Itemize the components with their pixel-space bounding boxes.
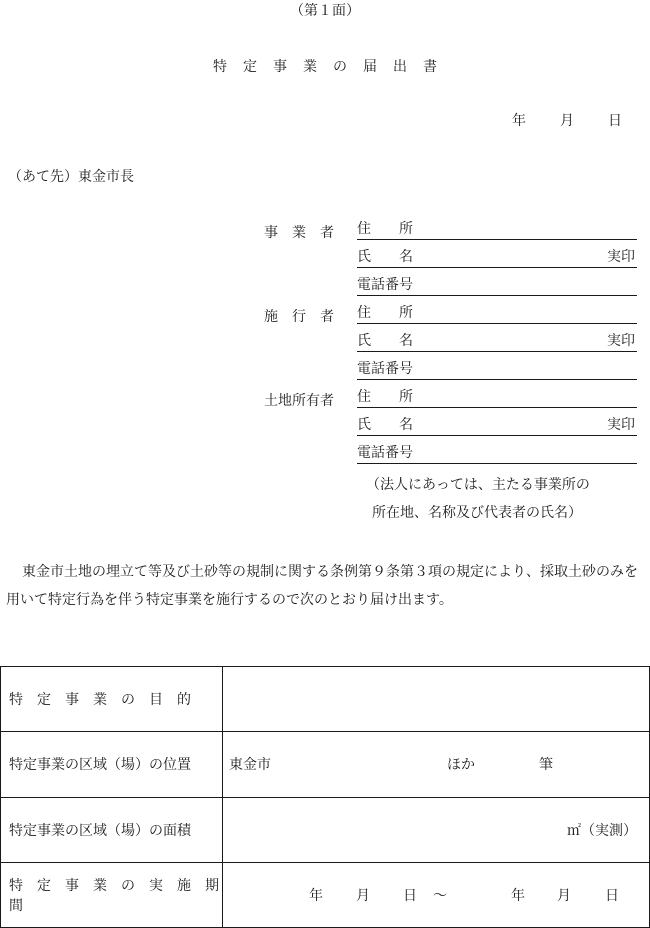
- field-label: 電話番号: [357, 445, 413, 461]
- contractor-name-line[interactable]: [357, 331, 637, 352]
- date-year: 年: [512, 113, 526, 129]
- location-lot-unit: 筆: [539, 757, 553, 774]
- contractor-address-line[interactable]: [357, 303, 637, 324]
- table-row: [1, 862, 650, 927]
- role-business-operator: 事 業 者: [264, 225, 334, 241]
- business-operator-phone-line[interactable]: [357, 275, 637, 296]
- field-label: 氏 名: [357, 333, 413, 349]
- period-tilde: ～: [433, 887, 447, 904]
- landowner-address-line[interactable]: [357, 387, 637, 408]
- period-start-year: 年: [309, 887, 323, 904]
- addressee: （あて先）東金市長: [8, 169, 134, 185]
- landowner-name-line[interactable]: [357, 415, 637, 436]
- field-label: 電話番号: [357, 361, 413, 377]
- area-unit: ㎡（実測）: [567, 822, 637, 839]
- period-start-month: 月: [356, 887, 370, 904]
- project-details-table: [0, 666, 650, 928]
- location-label: 特定事業の区域（場）の位置: [1, 732, 223, 797]
- area-value-cell[interactable]: [223, 797, 650, 862]
- purpose-value-cell[interactable]: [223, 667, 650, 732]
- period-end-month: 月: [557, 887, 571, 904]
- submission-date: [512, 110, 622, 130]
- table-row: [1, 732, 650, 797]
- contractor-phone-line[interactable]: [357, 359, 637, 380]
- date-month: 月: [560, 113, 574, 129]
- role-contractor: 施 行 者: [264, 309, 334, 325]
- business-operator-address-line[interactable]: [357, 219, 637, 240]
- corporate-note-line1: （法人にあっては、主たる事業所の: [366, 477, 590, 493]
- document-title: 特定事業の届出書: [213, 59, 453, 75]
- table-row: [1, 667, 650, 732]
- purpose-label: 特 定 事 業 の 目 的: [1, 667, 223, 732]
- area-label: 特定事業の区域（場）の面積: [1, 797, 223, 862]
- field-label: 住 所: [357, 389, 413, 405]
- table-row: [1, 797, 650, 862]
- page-label: （第１面）: [290, 3, 360, 19]
- period-value-cell[interactable]: [223, 862, 650, 927]
- field-label: 氏 名: [357, 417, 413, 433]
- seal-label: 実印: [607, 417, 635, 433]
- location-city: 東金市: [229, 757, 271, 774]
- location-value-cell[interactable]: [223, 732, 650, 797]
- field-label: 氏 名: [357, 249, 413, 265]
- declaration-text: 東金市土地の埋立て等及び土砂等の規制に関する条例第９条第３項の規定により、採取土砂のみを用いて特定行為を伴う特定事業を施行するので次のとおり届け出ます。: [6, 564, 638, 608]
- period-label: 特 定 事 業 の 実 施 期 間: [1, 862, 223, 927]
- seal-label: 実印: [607, 249, 635, 265]
- corporate-note-line2: 所在地、名称及び代表者の氏名）: [372, 505, 582, 521]
- date-day: 日: [608, 113, 622, 129]
- period-start-day: 日: [403, 887, 417, 904]
- seal-label: 実印: [607, 333, 635, 349]
- period-end-year: 年: [511, 887, 525, 904]
- field-label: 電話番号: [357, 277, 413, 293]
- field-label: 住 所: [357, 305, 413, 321]
- period-end-day: 日: [605, 887, 619, 904]
- location-other: ほか: [447, 757, 475, 774]
- field-label: 住 所: [357, 221, 413, 237]
- business-operator-name-line[interactable]: [357, 247, 637, 268]
- role-landowner: 土地所有者: [264, 393, 334, 409]
- landowner-phone-line[interactable]: [357, 443, 637, 464]
